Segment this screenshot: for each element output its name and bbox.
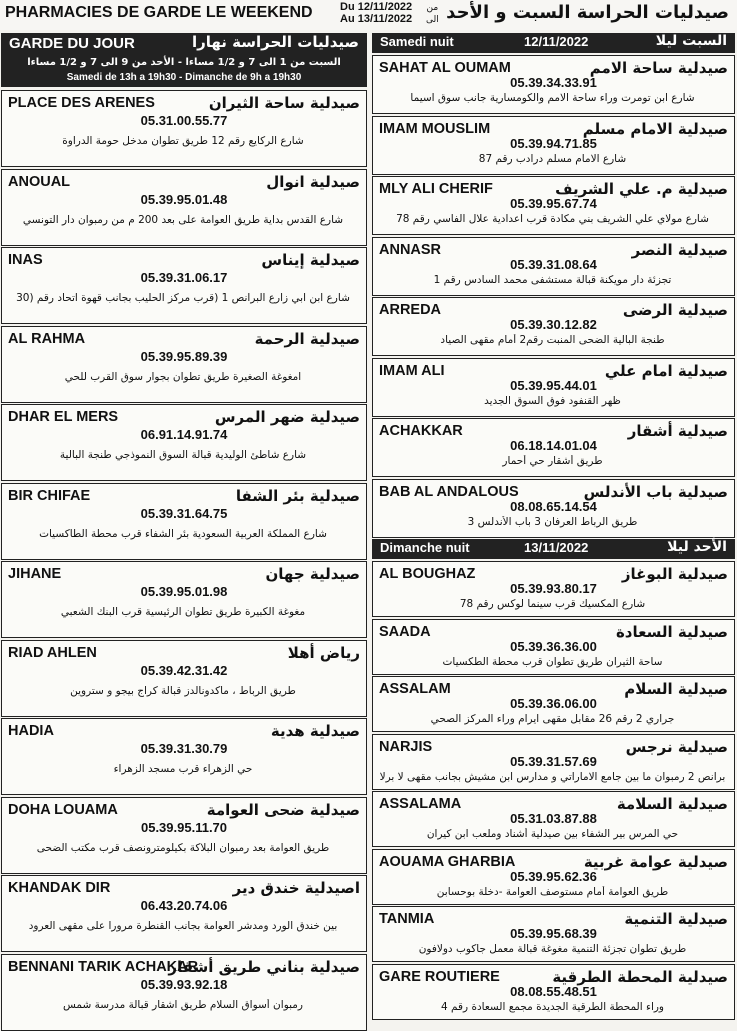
saturday-night-label-ar: السبت ليلا [655, 33, 727, 49]
title-ar: صيدليات الحراسة السبت و الأحد [446, 2, 729, 23]
pharmacy-address: طريق العوامة أمام مستوصف العوامة -دخلة بوحسابن [436, 885, 669, 898]
pharmacy-card [372, 237, 735, 296]
page-header [0, 0, 737, 30]
pharmacy-card [1, 797, 367, 874]
date-range-ar [426, 2, 439, 26]
pharmacy-phone: 05.39.95.67.74 [510, 196, 597, 211]
pharmacy-card [372, 116, 735, 175]
pharmacy-phone: 05.39.42.31.42 [140, 662, 228, 678]
pharmacy-name-ar: صيدلية التنمية [624, 910, 728, 928]
pharmacy-name-ar: صيدلية م. علي الشريف [555, 180, 728, 198]
night-duty-column [372, 33, 735, 1024]
sunday-night-label: Dimanche nuit [380, 540, 470, 555]
pharmacy-name-ar: صيدلية انوال [266, 172, 360, 191]
pharmacy-phone: 05.39.36.06.00 [510, 696, 597, 711]
pharmacy-phone: 05.39.95.89.39 [140, 348, 228, 364]
pharmacy-name: ASSALAMA [379, 796, 462, 812]
pharmacy-phone: 08.08.65.14.54 [510, 498, 597, 514]
saturday-night-date: 12/11/2022 [524, 34, 589, 49]
pharmacy-name: DHAR EL MERS [8, 409, 119, 425]
pharmacy-name-ar: صيدلية الرحمة [254, 329, 360, 348]
pharmacy-address: مغوغة الكبيرة طريق تطوان الرئيسية قرب البنك الشعبي [60, 606, 306, 618]
pharmacy-name: ANOUAL [8, 173, 71, 190]
pharmacy-card [1, 640, 367, 717]
pharmacy-address: بين خندق الورد ومدشر العوامة بجانب القنطرة مرورا على مقهى العرود [28, 920, 338, 932]
date-to: Au 13/11/2022 [340, 13, 413, 25]
pharmacy-address: شارع القدس بداية طريق العوامة على بعد 200 م من رمبوان دار التونسي [22, 213, 344, 226]
pharmacy-address: ظهر القنفود فوق السوق الجديد [484, 394, 621, 407]
pharmacy-phone: 05.39.31.57.69 [510, 753, 597, 769]
pharmacy-name: AL RAHMA [8, 330, 86, 347]
pharmacy-address: طريق تطوان تجزئة التنمية مغوغة قبالة معمل جاكوب دولافون [418, 943, 687, 955]
pharmacy-address: تجزئة دار مويكنة قبالة مستشفى محمد السادس رقم 1 [433, 273, 672, 286]
pharmacy-phone: 05.39.95.68.39 [510, 926, 597, 941]
pharmacy-phone: 06.18.14.01.04 [510, 438, 597, 453]
pharmacy-name: RIAD AHLEN [8, 644, 97, 661]
pharmacy-name-ar: صيدلية أشقار [627, 422, 728, 440]
pharmacy-name-ar: اصيدلية خندق دير [232, 879, 360, 897]
pharmacy-name: HADIA [8, 723, 54, 739]
pharmacy-phone: 05.39.36.36.00 [510, 638, 597, 654]
pharmacy-address: طنجة البالية الضحى المنبت رقم2 أمام مقهى الصياد [440, 334, 665, 346]
pharmacy-address: ساحة الثيران طريق تطوان قرب محطة الطكسيات [442, 655, 663, 668]
day-duty-title-fr: GARDE DU JOUR [9, 35, 135, 52]
pharmacy-card [372, 55, 735, 114]
pharmacy-name: PLACE DES ARENES [8, 95, 155, 111]
pharmacy-phone: 05.39.34.33.91 [510, 75, 597, 90]
pharmacy-phone: 05.39.31.08.64 [510, 256, 597, 272]
pharmacy-phone: 05.39.31.30.79 [140, 741, 228, 756]
pharmacy-name: JIHANE [8, 566, 62, 582]
pharmacy-phone: 05.39.95.44.01 [510, 377, 597, 393]
pharmacy-card [372, 906, 735, 962]
pharmacy-phone: 06.91.14.91.74 [140, 427, 228, 442]
pharmacy-phone: 05.39.95.62.36 [510, 868, 597, 884]
pharmacy-name-ar: صيدلية بناني طريق أشقار [168, 957, 360, 976]
pharmacy-name: TANMIA [379, 911, 435, 927]
pharmacy-name: ANNASR [379, 241, 442, 258]
pharmacy-address: شارع مولاي علي الشريف بني مكادة قرب اعدادية علال الفاسي رقم 78 [396, 213, 709, 225]
pharmacy-phone: 08.08.55.48.51 [510, 983, 597, 999]
sunday-night-header [372, 539, 735, 559]
pharmacy-name-ar: صيدلية السلامة [616, 795, 728, 813]
saturday-night-header [372, 33, 735, 53]
pharmacy-name: BIR CHIFAE [8, 487, 91, 504]
pharmacy-card [1, 247, 367, 324]
pharmacy-card [1, 169, 367, 246]
pharmacy-phone: 05.39.94.71.85 [510, 135, 597, 151]
pharmacy-phone: 05.31.00.55.77 [140, 113, 228, 128]
pharmacy-phone: 05.39.93.80.17 [510, 581, 597, 596]
saturday-night-label: Samedi nuit [380, 34, 454, 49]
pharmacy-address: امغوغة الصغيرة طريق تطوان بجوار سوق القرب للحي [64, 370, 302, 383]
pharmacy-address: شارع شاطئ الوليدية قبالة السوق النموذجي طنجة البالية [59, 449, 307, 461]
sunday-night-date: 13/11/2022 [524, 540, 589, 555]
pharmacy-name: IMAM ALI [379, 362, 445, 379]
pharmacy-card [1, 90, 367, 167]
pharmacy-phone: 05.31.03.87.88 [510, 811, 597, 826]
pharmacy-card [1, 875, 367, 952]
pharmacy-name-ar: صيدلية السلام [624, 680, 728, 698]
pharmacy-name-ar: صيدلية بئر الشفا [235, 486, 360, 505]
pharmacy-name-ar: صيدلية ضهر المرس [214, 408, 360, 426]
pharmacy-phone: 06.43.20.74.06 [140, 898, 228, 913]
sunday-night-label-ar: الأحد ليلا [667, 539, 727, 555]
pharmacy-name: GARE ROUTIERE [379, 968, 500, 985]
pharmacy-name: AOUAMA GHARBIA [379, 853, 516, 870]
pharmacy-name: MLY ALI CHERIF [379, 181, 493, 197]
pharmacy-name: KHANDAK DIR [8, 880, 111, 896]
pharmacy-card [372, 676, 735, 732]
pharmacy-phone: 05.39.95.01.48 [140, 191, 228, 207]
pharmacy-address: طريق الرباط ، ماكدونالدز قبالة كراج بيجو و ستروين [70, 684, 296, 697]
pharmacy-card [1, 954, 367, 1031]
pharmacy-name-ar: صيدلية المحطة الطرقية [552, 967, 728, 986]
pharmacy-card [372, 479, 735, 538]
pharmacy-name-ar: صيدلية الرضى [622, 301, 728, 319]
pharmacy-phone: 05.39.30.12.82 [510, 317, 597, 332]
pharmacy-name: ASSALAM [379, 681, 451, 697]
pharmacy-name-ar: صيدلية البوغاز [621, 565, 728, 583]
pharmacy-address: حي الزهراء قرب مسجد الزهراء [113, 763, 253, 775]
pharmacy-name: AL BOUGHAZ [379, 566, 476, 582]
pharmacy-name-ar: صيدلية النصر [631, 240, 728, 259]
pharmacy-address: وراء المحطة الطرقية الجديدة مجمع السعادة رقم 4 [441, 1000, 664, 1013]
pharmacy-name-ar: رياض أهلا [287, 643, 360, 662]
pharmacy-name: IMAM MOUSLIM [379, 120, 491, 137]
pharmacy-phone: 05.39.31.06.17 [140, 270, 228, 285]
pharmacy-card [1, 326, 367, 403]
date-from: Du 12/11/2022 [340, 1, 413, 13]
min-label: من [426, 3, 439, 13]
pharmacy-card [372, 849, 735, 905]
pharmacy-card [372, 734, 735, 790]
day-hours-fr: Samedi de 13h a 19h30 - Dimanche de 9h a 19h30 [66, 72, 302, 83]
ila-label: الى [426, 15, 439, 25]
pharmacy-phone: 05.39.95.11.70 [140, 819, 228, 835]
pharmacy-address: طريق أشقار حي أحمار [502, 455, 603, 467]
pharmacy-card [372, 358, 735, 417]
pharmacy-address: برانص 2 رمبوان ما بين جامع الاماراتي و مدارس ابن مشيش بجانب مقهى لا برلا [379, 770, 726, 783]
pharmacy-card [1, 718, 367, 795]
pharmacy-card [372, 964, 735, 1020]
pharmacy-card [1, 404, 367, 481]
pharmacy-name-ar: صيدلية امام علي [604, 361, 728, 380]
day-duty-title-ar: صيدليات الحراسة نهارا [191, 33, 359, 51]
pharmacy-card [372, 297, 735, 356]
pharmacy-phone: 05.39.95.01.98 [140, 584, 228, 599]
pharmacy-address: شارع المكسيك قرب سينما لوكس رقم 78 [459, 598, 646, 610]
pharmacy-name-ar: صيدلية السعادة [615, 622, 728, 641]
date-range [340, 1, 412, 25]
pharmacy-phone: 05.39.31.64.75 [140, 505, 228, 521]
pharmacy-name-ar: صيدلية باب الأندلس [583, 482, 728, 501]
pharmacy-card [372, 176, 735, 235]
pharmacy-name-ar: صيدلية هدية [270, 722, 360, 740]
pharmacy-address: شارع ابن ابي زارع البرانص 1 (قرب مركز الحليب بجانب قهوة اتحاد رقم (30 [16, 292, 350, 304]
day-duty-column [1, 33, 367, 1024]
pharmacy-name: BENNANI TARIK ACHAKAR [8, 958, 199, 975]
pharmacy-name: DOHA LOUAMA [8, 801, 118, 818]
day-hours-ar: السبت من 1 الى 7 و 1/2 مساءا - الأحد من 9 الى 7 و 1/2 مساءا [27, 57, 341, 68]
pharmacy-card [372, 418, 735, 477]
pharmacy-name: SAADA [379, 623, 431, 640]
pharmacy-card [372, 619, 735, 675]
pharmacy-address: طريق العوامة بعد رمبوان البلاكة بكيلومترونصف قرب مكتب الضحى [36, 841, 330, 854]
pharmacy-name-ar: صيدلية نرجس [625, 737, 728, 756]
pharmacy-address: حي المرس بير الشفاء بين صيدلية أشناد وملعب ابن كيران [426, 828, 679, 840]
pharmacy-name: ARREDA [379, 302, 442, 318]
pharmacy-name: NARJIS [379, 738, 433, 755]
day-duty-header [1, 33, 367, 87]
pharmacy-name-ar: صيدلية ضحى العوامة [206, 800, 360, 819]
pharmacy-address: شارع الامام مسلم درادب رقم 87 [478, 152, 627, 165]
pharmacy-address: جراري 2 رقم 26 مقابل مقهى ايرام وراء المركز الصحي [430, 713, 675, 725]
pharmacy-card [1, 561, 367, 638]
pharmacy-address: شارع الركايع رقم 12 طريق تطوان مدخل حومة الدراوة [62, 135, 304, 147]
pharmacy-address: رمبوان أسواق السلام طريق اشقار قبالة مدرسة شمس [63, 998, 303, 1011]
title-fr: PHARMACIES DE GARDE LE WEEKEND [5, 4, 313, 21]
pharmacy-phone: 05.39.93.92.18 [140, 976, 228, 992]
pharmacy-card [372, 561, 735, 617]
pharmacy-name: SAHAT AL OUMAM [379, 60, 511, 76]
pharmacy-address: شارع ابن تومرت وراء ساحة الامم والكومسارية جانب سوق اسيما [410, 92, 695, 104]
pharmacy-card [372, 791, 735, 847]
pharmacy-name-ar: صيدلية عوامة غربية [583, 852, 728, 871]
pharmacy-name-ar: صيدلية ساحة الثيران [208, 94, 360, 112]
pharmacy-name: BAB AL ANDALOUS [379, 483, 519, 500]
pharmacy-address: طريق الرباط العرفان 3 باب الأندلس 3 [467, 515, 638, 528]
pharmacy-name-ar: صيدلية ساحة الامم [589, 59, 728, 77]
pharmacy-name: ACHAKKAR [379, 423, 463, 439]
pharmacy-name: INAS [8, 252, 43, 268]
pharmacy-name-ar: صيدلية جهان [265, 565, 360, 583]
pharmacy-address: شارع المملكة العربية السعودية بئر الشفاء قرب محطة الطاكسيات [39, 527, 327, 540]
pharmacy-card [1, 483, 367, 560]
pharmacy-name-ar: صيدلية إيناس [261, 251, 360, 269]
pharmacy-name-ar: صيدلية الامام مسلم [582, 119, 728, 138]
